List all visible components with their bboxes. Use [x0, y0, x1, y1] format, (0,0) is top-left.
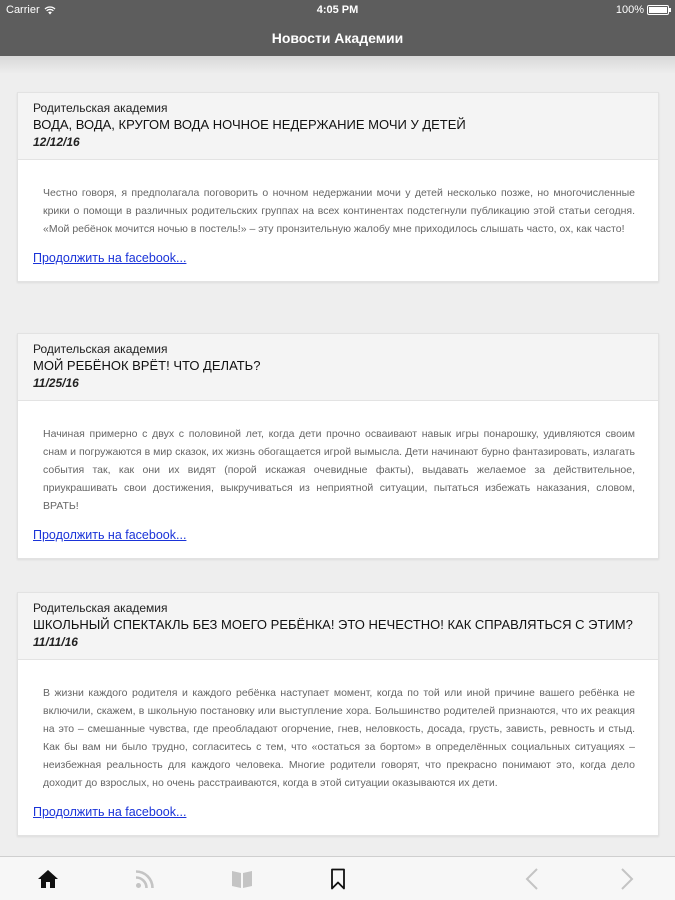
clock: 4:05 PM: [316, 4, 359, 16]
article-excerpt: В жизни каждого родителя и каждого ребёнка наступает момент, когда по той или иной причине вашего ребёнка не включили, скажем, в школьную постановку или выступление хора. Большинство родителей признаются, что их реакция на это – смешанные чувства, где преобладают огорчение, гнев, неловкость, досада, грусть, зависть, ревность и стыд. Как бы вам ни было трудно, согласитесь с тем, что «остаться за бортом» в определённых социальных ситуациях – неизбежная реальность для каждого человека. Многие родители говорят, что прекрасно понимают это, когда дело доходит до взрослых, но очень расстраиваются, когда в этой ситуации оказываются их дети.: [43, 687, 635, 789]
continue-on-facebook-link[interactable]: Продолжить на facebook...: [33, 805, 187, 819]
forward-arrow-icon: [620, 867, 634, 891]
page-title: Новости Академии: [271, 30, 404, 46]
article-header: [18, 334, 658, 401]
continue-on-facebook-link[interactable]: Продолжить на facebook...: [33, 528, 187, 542]
status-bar: [0, 0, 675, 20]
article-source: Родительская академия: [33, 342, 168, 356]
nav-bar: [0, 20, 675, 56]
article-header: [18, 93, 658, 160]
tab-bar: [0, 856, 675, 900]
article-date: 11/25/16: [33, 376, 79, 390]
article-title: ВОДА, ВОДА, КРУГОМ ВОДА НОЧНОЕ НЕДЕРЖАНИЕ МОЧИ У ДЕТЕЙ: [33, 117, 466, 132]
news-feed[interactable]: [0, 56, 675, 856]
home-icon: [37, 869, 59, 889]
forward-button[interactable]: [615, 867, 639, 891]
article-excerpt: Честно говоря, я предполагала поговорить о ночном недержании мочи у детей несколько позже, но многочисленные крики о помощи в различных родительских группах на всех континентах подстегнули публикацию этой статьи сегодня. «Мой ребёнок мочится ночью в постель!» – эту пронзительную жалобу мне приходилось слышать часто, ох, как часто!: [43, 187, 635, 235]
tab-home[interactable]: [36, 867, 60, 891]
article-title: МОЙ РЕБЁНОК ВРЁТ! ЧТО ДЕЛАТЬ?: [33, 358, 261, 373]
tab-library[interactable]: [230, 867, 254, 891]
battery-icon: [647, 5, 669, 15]
battery-percent: 100%: [615, 4, 644, 16]
article-card: [17, 333, 659, 559]
continue-on-facebook-link[interactable]: Продолжить на facebook...: [33, 251, 187, 265]
rss-icon: [135, 869, 155, 889]
article-excerpt: Начиная примерно с двух с половиной лет, когда дети прочно осваивают навык игры понарошку, удивляются своим снам и погружаются в мир сказок, их жизнь обогащается игрой вымысла. Дети начинают бурно фантазировать, излагать события так, как они их видят (порой искажая очевидные факты), выдавать желаемое за действительное, приукрашивать свои достижения, выкручиваться из неприятной ситуации, пытаться избежать наказания, словом, ВРАТЬ!: [43, 428, 635, 512]
bookmark-icon: [330, 868, 346, 890]
article-card: [17, 92, 659, 282]
book-icon: [231, 869, 253, 889]
article-body: [18, 660, 658, 835]
article-card: [17, 592, 659, 836]
battery-info: [616, 4, 669, 16]
article-body: [18, 401, 658, 558]
carrier-label: Carrier: [6, 4, 40, 16]
tab-rss[interactable]: [133, 867, 157, 891]
article-source: Родительская академия: [33, 101, 168, 115]
back-arrow-icon: [525, 867, 539, 891]
article-title: ШКОЛЬНЫЙ СПЕКТАКЛЬ БЕЗ МОЕГО РЕБЁНКА! ЭТО НЕЧЕСТНО! КАК СПРАВЛЯТЬСЯ С ЭТИМ?: [33, 617, 633, 632]
tab-bookmarks[interactable]: [326, 867, 350, 891]
article-source: Родительская академия: [33, 601, 168, 615]
article-date: 12/12/16: [33, 135, 80, 149]
article-header: [18, 593, 658, 660]
back-button[interactable]: [520, 867, 544, 891]
article-body: [18, 160, 658, 281]
article-date: 11/11/16: [33, 635, 78, 649]
